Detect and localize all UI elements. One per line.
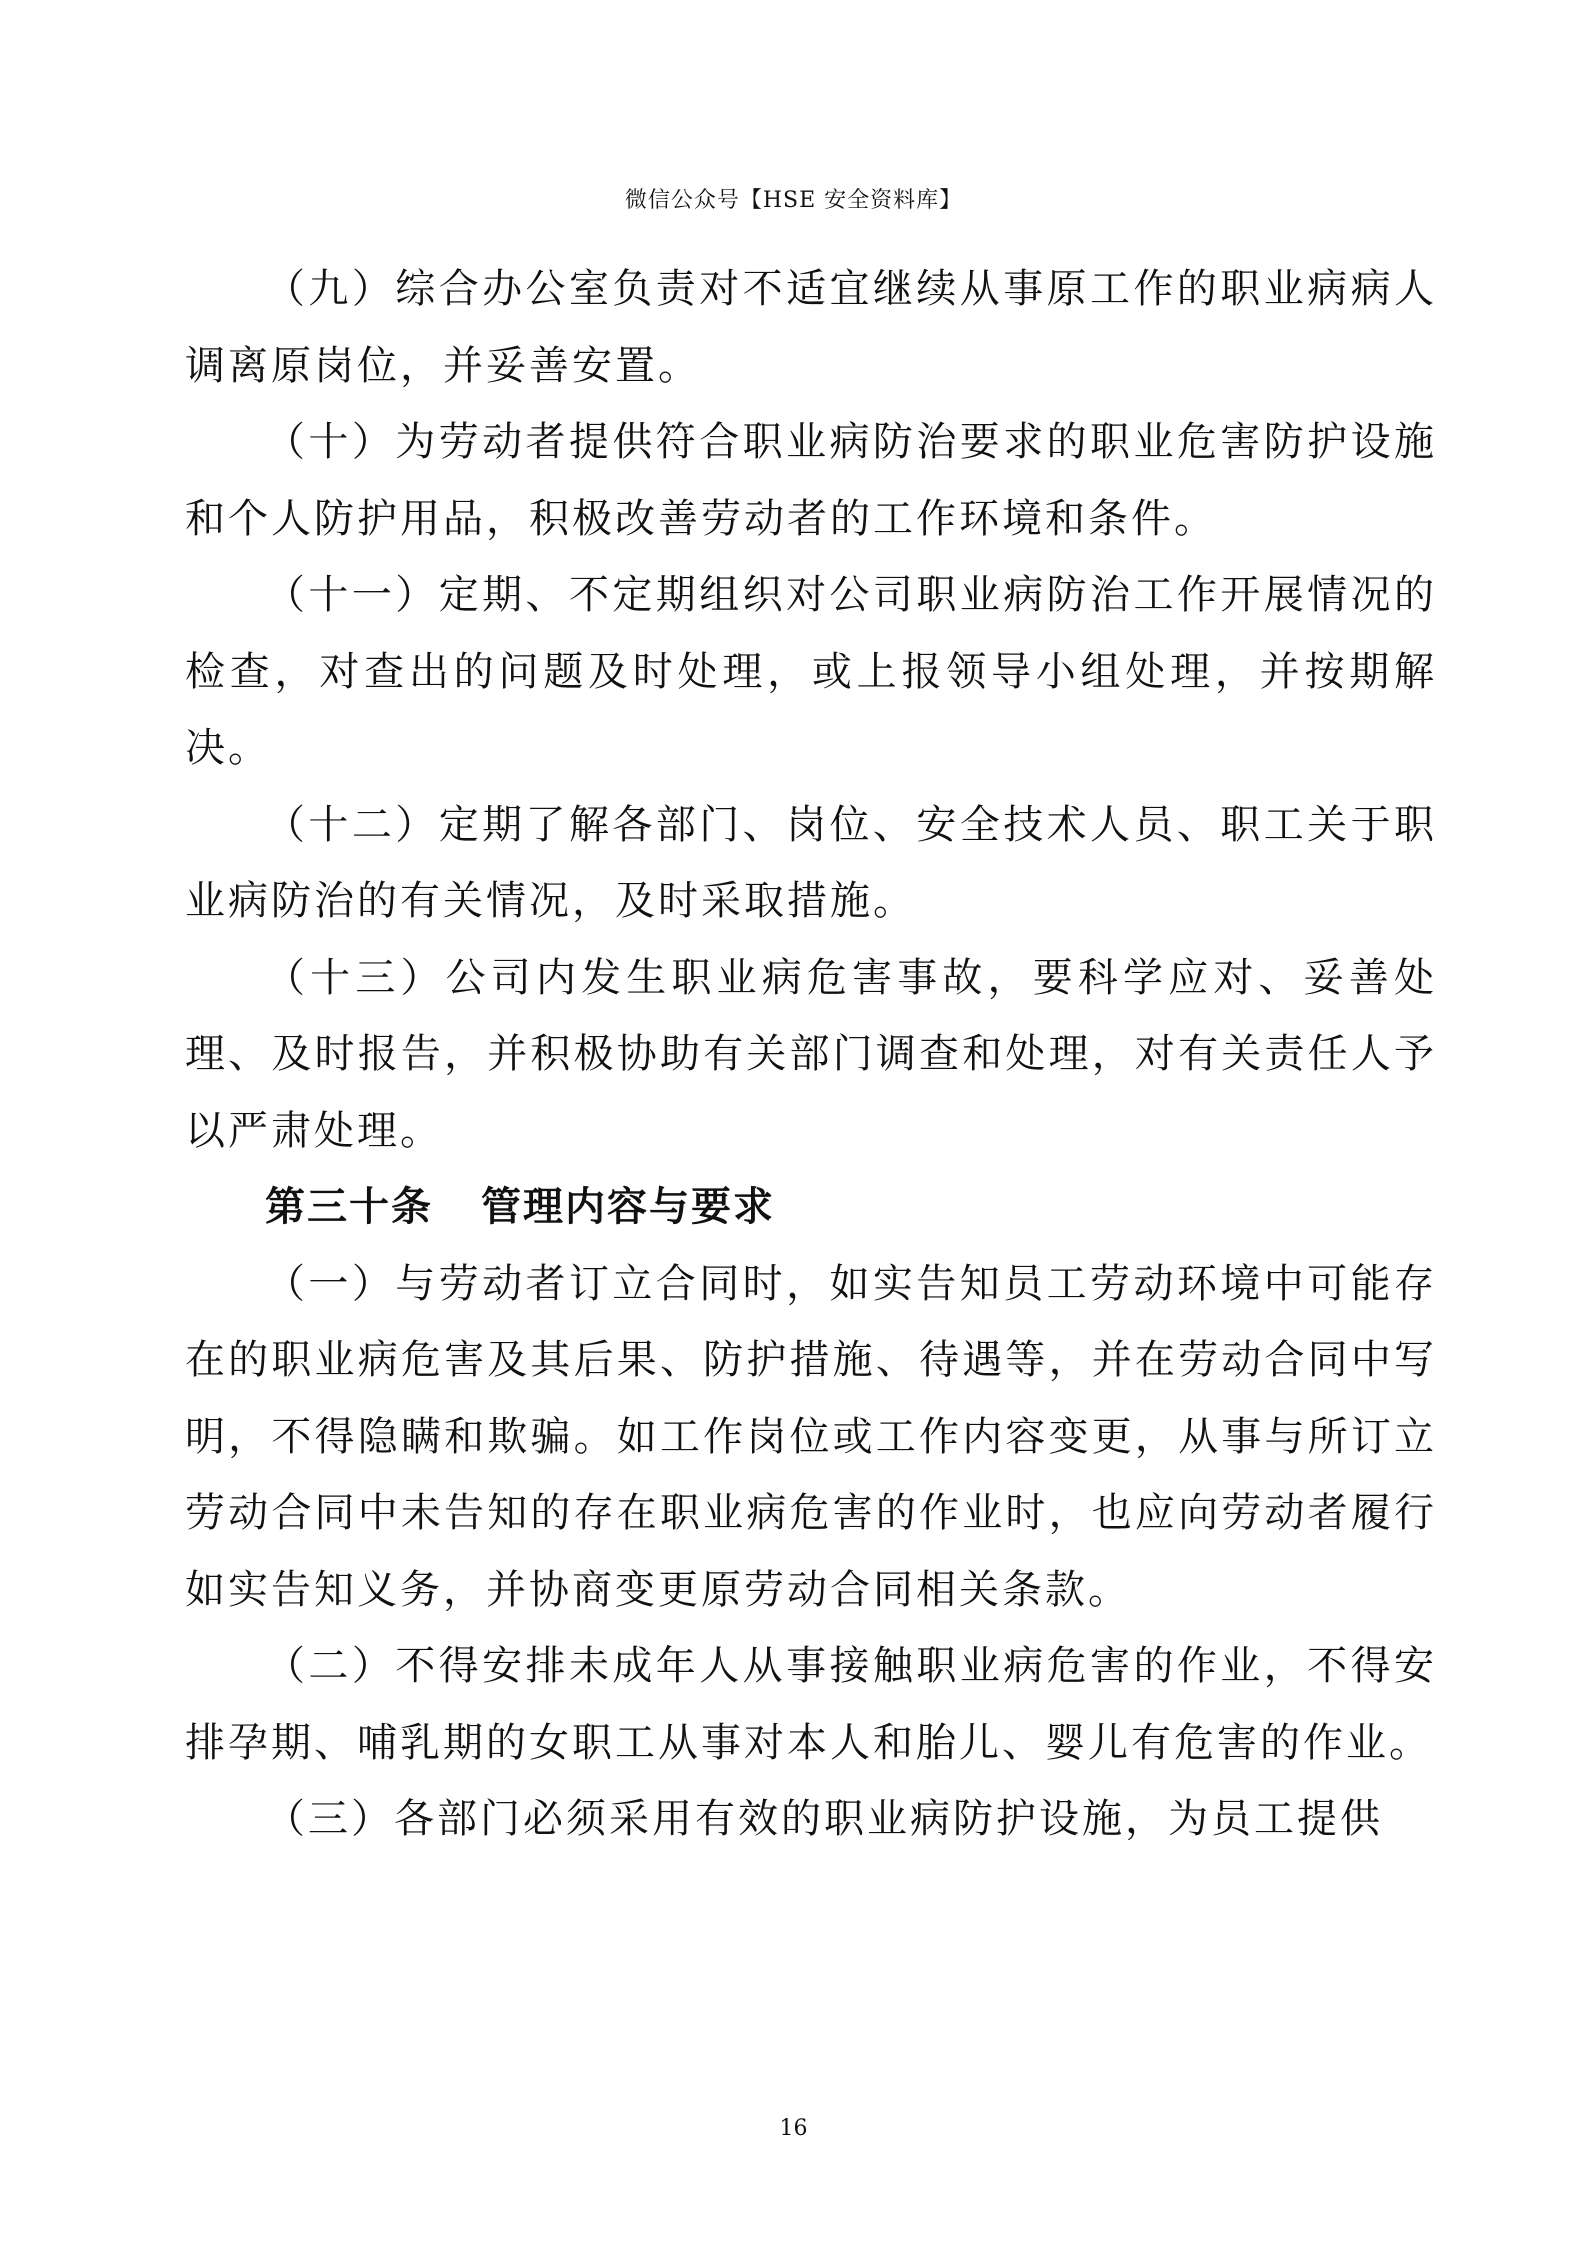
requirement-item-3: （三）各部门必须采用有效的职业病防护设施，为员工提供	[265, 1796, 1383, 1842]
requirement-item-2: （二）不得安排未成年人从事接触职业病危害的作业，不得安排孕期、哺乳期的女职工从事对本人和胎儿、婴儿有危害的作业。	[185, 1643, 1437, 1766]
article-title: 管理内容与要求	[481, 1184, 775, 1230]
page-number: 16	[779, 2116, 808, 2141]
requirement-item-1: （一）与劳动者订立合同时，如实告知员工劳动环境中可能存在的职业病危害及其后果、防护措施、待遇等，并在劳动合同中写明，不得隐瞒和欺骗。如工作岗位或工作内容变更，从事与所订立劳动合同中未告知的存在职业病危害的作业时，也应向劳动者履行如实告知义务，并协商变更原劳动合同相关条款。	[185, 1260, 1437, 1613]
paragraph-item-11: （十一）定期、不定期组织对公司职业病防治工作开展情况的检查，对查出的问题及时处理，或上报领导小组处理，并按期解决。	[185, 572, 1437, 771]
document-body	[185, 251, 1437, 1858]
article-heading	[185, 1169, 1437, 1246]
paragraph-item-10: （十）为劳动者提供符合职业病防治要求的职业危害防护设施和个人防护用品，积极改善劳动者的工作环境和条件。	[185, 419, 1437, 542]
paragraph-item-12: （十二）定期了解各部门、岗位、安全技术人员、职工关于职业病防治的有关情况，及时采取措施。	[185, 801, 1437, 924]
paragraph-item-9: （九）综合办公室负责对不适宜继续从事原工作的职业病病人调离原岗位，并妥善安置。	[185, 266, 1437, 389]
page-header: 微信公众号【HSE 安全资料库】	[624, 188, 963, 213]
paragraph-item-13: （十三）公司内发生职业病危害事故，要科学应对、妥善处理、及时报告，并积极协助有关部门调查和处理，对有关责任人予以严肃处理。	[185, 954, 1437, 1154]
article-number: 第三十条	[265, 1184, 433, 1230]
